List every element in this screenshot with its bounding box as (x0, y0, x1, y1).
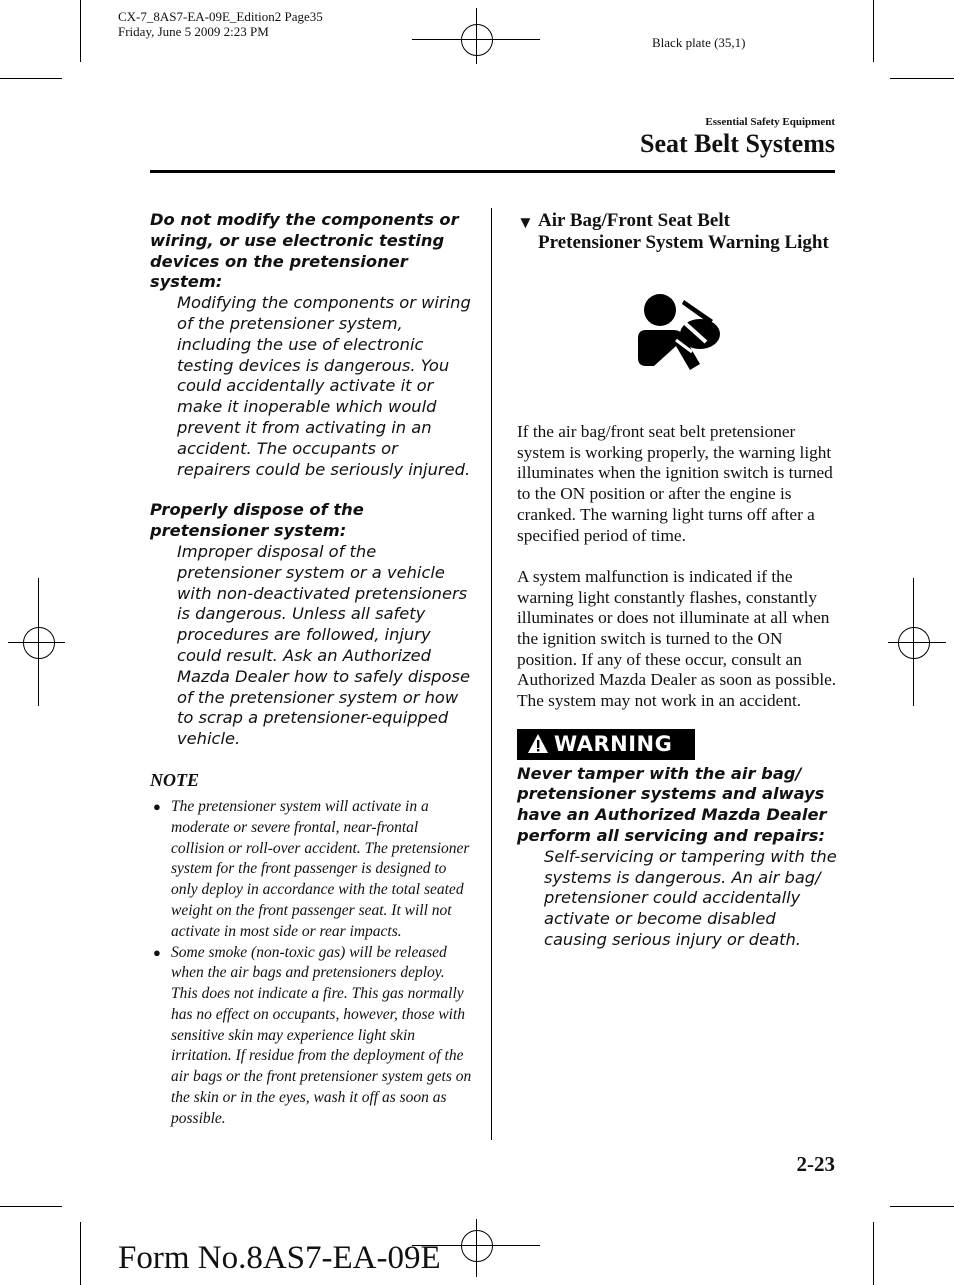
section-name: Essential Safety Equipment (705, 116, 835, 128)
note-list (150, 797, 475, 1130)
crop-mark (890, 1206, 954, 1207)
left-column (150, 210, 475, 1130)
page-number: 2-23 (796, 1152, 835, 1176)
crop-mark (0, 78, 62, 79)
crop-mark (80, 1222, 81, 1285)
crop-mark (890, 78, 954, 79)
caution-dispose (150, 500, 475, 750)
crop-mark (873, 0, 874, 62)
header-rule (150, 170, 835, 173)
airbag-warning-light-icon (634, 294, 724, 384)
print-meta-line1: CX-7_8AS7-EA-09E_Edition2 Page35 (118, 9, 323, 24)
bullet-icon: ● (153, 944, 161, 960)
subsection-heading-text: Air Bag/Front Seat Belt Pretensioner System Warning Light (538, 210, 829, 253)
paragraph: A system malfunction is indicated if the warning light constantly flashes, constantly illuminates or does not illuminate at all when the ignition switch is turned to the ON position. If any of these occur, consult an Authorized Mazda Dealer as soon as possible. The system may not work in an accident. (517, 566, 837, 711)
paragraph: If the air bag/front seat belt pretensioner system is working properly, the warning light illuminates when the ignition switch is turned to the ON position or after the engine is cranked. The warning light turns off after a specified period of time. (517, 422, 833, 545)
registration-circle (23, 627, 55, 659)
crop-mark (80, 0, 81, 62)
subsection-heading (517, 210, 837, 254)
registration-circle (461, 24, 493, 56)
airbag-warning-light-icon (634, 294, 724, 384)
right-column (517, 210, 837, 951)
crop-mark (873, 1222, 874, 1285)
registration-circle (461, 1230, 493, 1262)
column-divider (491, 208, 492, 1140)
note-item-text: Some smoke (non-toxic gas) will be released when the air bags and pretensioners deploy. This does not indicate a fire. This gas normally has no effect on occupants, however, those with sensitive skin may experience light skin irritation. If residue from the deployment of the air bags or the front pretensioner system gets on the skin or in the eyes, wash it off as soon as possible. (171, 943, 472, 1127)
note-section (150, 770, 475, 1130)
caution-body: Improper disposal of the pretensioner system or a vehicle with non-deactivated pretensioners is dangerous. Unless all safety procedures are followed, injury could result. Ask an Authorized Mazda Dealer how to safely dispose of the pretensioner system or how to scrap a pretensioner-equipped vehicle. (177, 541, 470, 749)
warning-label: WARNING (554, 732, 673, 757)
caution-heading: Properly dispose of the pretensioner system: (150, 500, 364, 541)
print-meta-line2: Friday, June 5 2009 2:23 PM (118, 24, 269, 39)
form-number: Form No.8AS7-EA-09E (118, 1240, 441, 1276)
crop-mark (0, 1206, 62, 1207)
triangle-down-icon: ▼ (517, 213, 534, 232)
print-metadata (118, 9, 323, 39)
registration-circle (898, 627, 930, 659)
warning-triangle-icon (527, 733, 549, 755)
warning-block (517, 764, 837, 951)
page-title: Seat Belt Systems (640, 129, 835, 158)
caution-modify (150, 210, 475, 480)
warning-badge (517, 729, 695, 760)
note-item (150, 943, 475, 1130)
caution-body: Modifying the components or wiring of the pretensioner system, including the use of electronic testing devices is dangerous. You could accidentally activate it or make it inoperable which would prevent it from activating in an accident. The occupants or repairers could be seriously injured. (177, 293, 471, 479)
caution-heading: Do not modify the components or wiring, or use electronic testing devices on the pretensioner system: (150, 210, 459, 292)
bullet-icon: ● (153, 798, 161, 814)
note-item-text: The pretensioner system will activate in a moderate or severe frontal, near-frontal collision or roll-over accident. The pretensioner system for the front passenger is designed to only deploy in accordance with the total seated weight on the front passenger seat. It will not activate in most side or rear impacts. (171, 797, 470, 940)
warning-heading: Never tamper with the air bag/ pretensioner systems and always have an Authorized Mazda Dealer perform all servicing and repairs: (517, 763, 827, 845)
warning-body: Self-servicing or tampering with the systems is dangerous. An air bag/ pretensioner could accidentally activate or become disabled causing serious injury or death. (544, 846, 837, 949)
note-title: NOTE (150, 769, 199, 790)
note-item (150, 797, 475, 943)
plate-label: Black plate (35,1) (652, 35, 746, 50)
